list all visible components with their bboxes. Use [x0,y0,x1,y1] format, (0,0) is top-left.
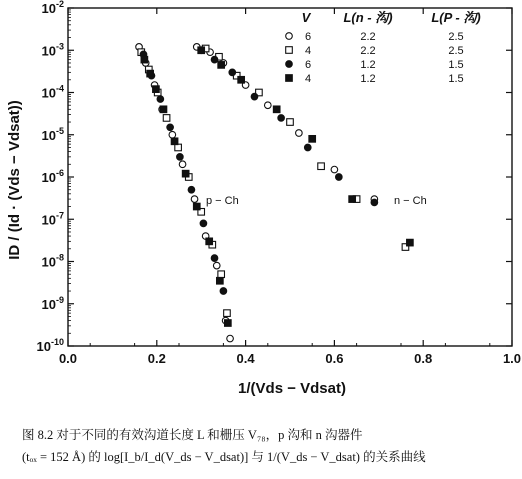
data-point [251,93,258,100]
data-point [175,144,182,151]
data-point [238,76,245,83]
data-point [349,196,356,203]
data-point [218,271,225,278]
data-point [304,144,311,151]
annotation-n-ch: n − Ch [394,195,427,207]
annotation-p-ch: p − Ch [206,195,239,207]
x-tick-label: 0.2 [147,351,166,366]
data-point [179,161,186,168]
y-tick-label: $10^{-5}$ [41,125,64,143]
data-point [153,86,160,93]
data-point [198,47,205,54]
data-point [147,70,154,77]
data-point [227,335,234,342]
data-point [225,320,232,327]
legend-marker [286,33,293,40]
figure-caption [22,424,512,468]
legend-lp: 1.5 [448,73,464,85]
legend-v: 4 [304,45,312,57]
data-point [157,96,164,103]
data-point [206,238,213,245]
legend-ln: 2.2 [360,31,376,43]
series-group [198,47,378,206]
data-point [407,239,414,246]
x-tick-label: 1.0 [502,351,522,366]
legend-header-lp: L(P - 沟) [431,10,481,25]
data-point [160,106,167,113]
x-axis-title: 1/(Vds − Vdsat) [238,380,346,397]
y-tick-label: $10^{-7}$ [41,210,64,228]
x-tick-label: 0.6 [325,351,344,366]
data-point [200,220,207,227]
y-tick-label: $10^{-10}$ [36,337,64,354]
data-point [213,262,220,269]
y-tick-label: $10^{-3}$ [41,41,64,59]
y-tick-label: $10^{-8}$ [41,252,64,270]
legend-lp: 2.5 [448,31,464,43]
data-point [217,277,224,284]
data-point [171,138,178,145]
data-point [177,154,184,161]
data-point [211,255,218,262]
data-point [188,186,195,193]
x-tick-label: 0.4 [236,351,255,366]
x-tick-label: 0.8 [414,351,433,366]
y-axis-title: ID / (Id · (Vds − Vdsat)) [6,100,23,260]
data-point [318,163,325,170]
caption-line-1: 图 8.2 对于不同的有效沟道长度 L 和栅压 V₇₈，p 沟和 n 沟器件 [22,428,363,442]
data-point [167,124,174,131]
data-point [141,56,148,63]
plot-frame [68,8,512,346]
legend [286,10,481,85]
legend-marker [286,47,293,54]
series-group [141,56,231,326]
legend-v: 6 [304,59,312,71]
data-point [218,62,225,69]
data-point [182,170,189,177]
legend-v: 6 [304,31,312,43]
caption-line-2: (tₒₓ = 152 Å) 的 log[I_b/I_d(V_ds − V_dsat)] 与 1/(V_ds − V_dsat) 的关系曲线 [22,450,426,464]
data-point [220,288,227,295]
legend-marker [286,61,293,68]
data-point [224,310,231,317]
data-point [163,115,170,122]
legend-ln: 1.2 [360,73,376,85]
legend-ln: 1.2 [360,59,376,71]
data-point [191,196,198,203]
data-point [265,102,272,109]
data-point [296,130,303,137]
data-point [211,56,218,63]
data-point [169,131,176,138]
series-group [136,44,234,342]
data-point [336,174,343,181]
data-point [273,106,280,113]
legend-header-ln: L(n - 沟) [343,10,393,25]
data-point [371,199,378,206]
y-tick-label: $10^{-9}$ [41,294,64,312]
data-point [229,69,236,76]
data-point [331,166,338,173]
legend-header-v: V [301,10,311,25]
legend-lp: 2.5 [448,45,464,57]
legend-v: 4 [304,73,312,85]
x-tick-label: 0.0 [58,351,78,366]
legend-lp: 1.5 [448,59,464,71]
data-point [278,115,285,122]
y-tick-label: $10^{-2}$ [41,0,64,16]
data-point [193,203,200,210]
y-tick-label: $10^{-4}$ [41,83,64,101]
series-group [138,49,230,317]
legend-ln: 2.2 [360,45,376,57]
data-point [287,119,294,126]
y-tick-label: $10^{-6}$ [41,168,64,185]
legend-marker [286,75,293,82]
data-point [309,136,316,143]
